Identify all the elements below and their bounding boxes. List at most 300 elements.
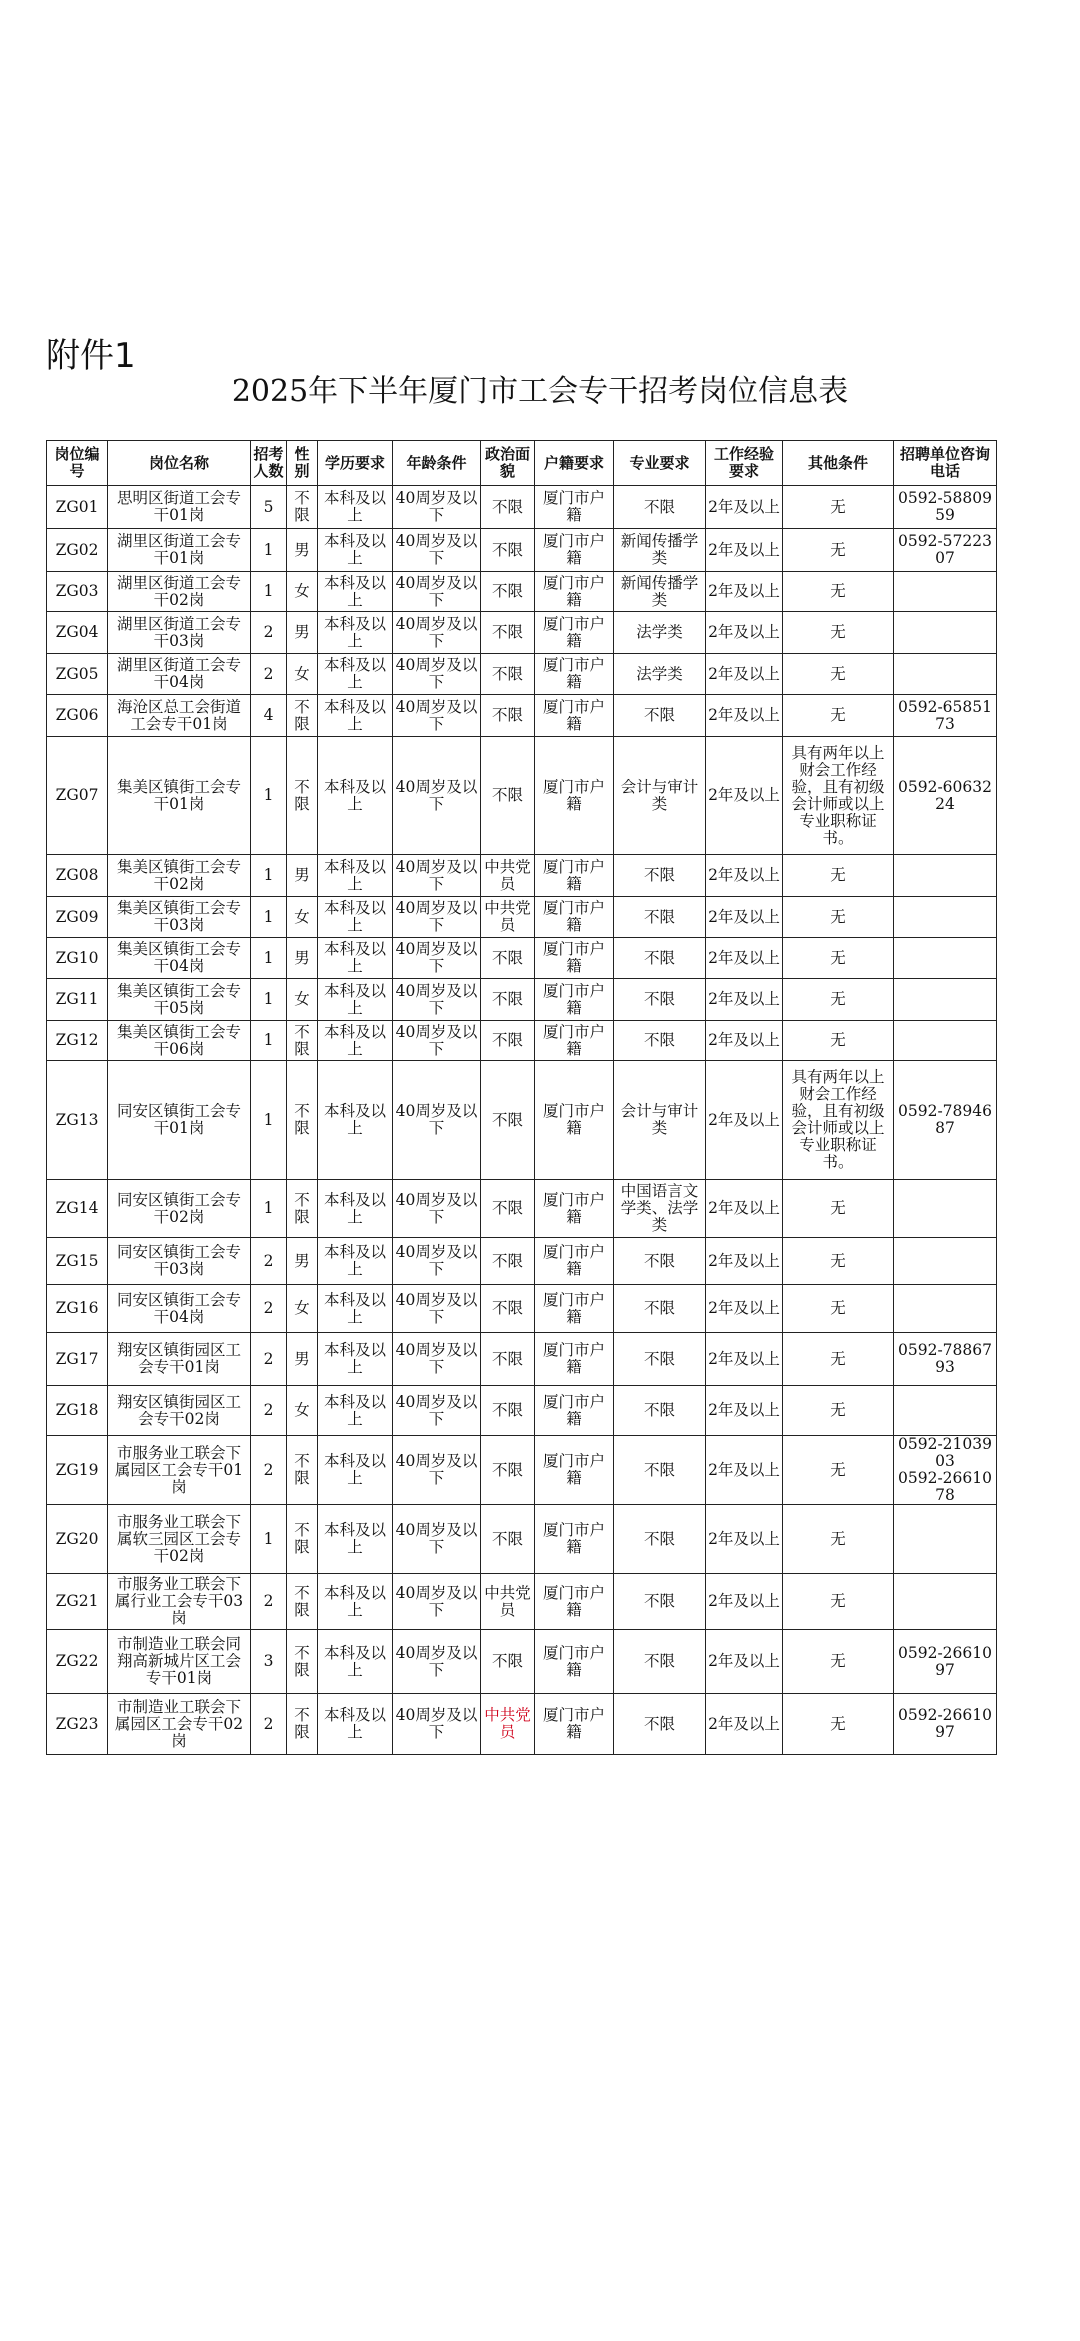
cell-major: 不限 [614,938,706,979]
cell-other: 无 [783,1574,894,1630]
cell-other: 无 [783,612,894,654]
header-name: 岗位名称 [108,441,251,486]
cell-experience: 2年及以上 [706,1021,783,1061]
cell-hukou: 厦门市户籍 [535,1505,614,1574]
cell-other: 无 [783,1505,894,1574]
cell-gender: 女 [287,1285,318,1333]
job-positions-table [46,440,997,1755]
cell-politics: 不限 [481,1505,535,1574]
cell-gender: 女 [287,979,318,1021]
cell-major: 不限 [614,1694,706,1755]
cell-gender: 男 [287,938,318,979]
table-row [47,897,997,938]
document-title: 2025年下半年厦门市工会专干招考岗位信息表 [231,374,849,409]
cell-politics: 不限 [481,1238,535,1285]
header-politics: 政治面貌 [481,441,535,486]
cell-major: 不限 [614,695,706,737]
cell-code: ZG13 [47,1061,108,1180]
cell-phone: 0592-5880959 [894,486,997,529]
cell-hukou: 厦门市户籍 [535,1180,614,1238]
cell-major: 中国语言文学类、法学类 [614,1180,706,1238]
cell-name: 市制造业工联会下属园区工会专干02岗 [108,1694,251,1755]
cell-education: 本科及以上 [318,486,393,529]
cell-education: 本科及以上 [318,979,393,1021]
cell-gender: 不限 [287,737,318,855]
cell-politics: 不限 [481,737,535,855]
cell-education: 本科及以上 [318,737,393,855]
cell-major: 不限 [614,1386,706,1436]
cell-politics: 不限 [481,1285,535,1333]
cell-gender: 不限 [287,1505,318,1574]
cell-count: 1 [251,1180,287,1238]
table-row [47,486,997,529]
cell-phone [894,1505,997,1574]
cell-phone [894,897,997,938]
cell-count: 4 [251,695,287,737]
cell-code: ZG01 [47,486,108,529]
cell-experience: 2年及以上 [706,1061,783,1180]
table-row [47,1061,997,1180]
cell-age: 40周岁及以下 [393,695,481,737]
cell-experience: 2年及以上 [706,897,783,938]
cell-phone: 0592-7886793 [894,1333,997,1386]
cell-experience: 2年及以上 [706,529,783,572]
cell-hukou: 厦门市户籍 [535,938,614,979]
cell-gender: 男 [287,1238,318,1285]
cell-politics: 不限 [481,1021,535,1061]
cell-phone [894,1180,997,1238]
cell-name: 同安区镇街工会专干02岗 [108,1180,251,1238]
cell-major: 不限 [614,1505,706,1574]
cell-count: 2 [251,1333,287,1386]
cell-name: 湖里区街道工会专干01岗 [108,529,251,572]
cell-politics: 中共党员 [481,897,535,938]
cell-experience: 2年及以上 [706,979,783,1021]
cell-phone [894,938,997,979]
cell-experience: 2年及以上 [706,486,783,529]
cell-politics: 不限 [481,654,535,695]
cell-count: 2 [251,1238,287,1285]
cell-phone [894,1238,997,1285]
cell-code: ZG22 [47,1630,108,1694]
cell-experience: 2年及以上 [706,855,783,897]
cell-count: 1 [251,1061,287,1180]
cell-major: 法学类 [614,612,706,654]
cell-politics: 不限 [481,529,535,572]
cell-gender: 男 [287,529,318,572]
cell-major: 不限 [614,855,706,897]
cell-experience: 2年及以上 [706,1180,783,1238]
cell-education: 本科及以上 [318,1386,393,1436]
cell-hukou: 厦门市户籍 [535,1630,614,1694]
cell-code: ZG17 [47,1333,108,1386]
cell-other: 无 [783,855,894,897]
cell-education: 本科及以上 [318,1238,393,1285]
cell-politics: 不限 [481,1061,535,1180]
cell-education: 本科及以上 [318,855,393,897]
cell-other: 无 [783,1386,894,1436]
cell-age: 40周岁及以下 [393,737,481,855]
cell-major: 不限 [614,1574,706,1630]
header-major: 专业要求 [614,441,706,486]
cell-hukou: 厦门市户籍 [535,1061,614,1180]
cell-gender: 不限 [287,1061,318,1180]
cell-age: 40周岁及以下 [393,1238,481,1285]
table-row [47,979,997,1021]
cell-name: 集美区镇街工会专干05岗 [108,979,251,1021]
cell-name: 翔安区镇街园区工会专干02岗 [108,1386,251,1436]
cell-count: 1 [251,529,287,572]
cell-phone [894,654,997,695]
cell-count: 1 [251,897,287,938]
cell-code: ZG14 [47,1180,108,1238]
cell-hukou: 厦门市户籍 [535,486,614,529]
cell-count: 2 [251,612,287,654]
cell-major: 不限 [614,897,706,938]
cell-experience: 2年及以上 [706,1333,783,1386]
cell-politics: 不限 [481,1180,535,1238]
cell-age: 40周岁及以下 [393,572,481,612]
cell-name: 集美区镇街工会专干01岗 [108,737,251,855]
cell-age: 40周岁及以下 [393,979,481,1021]
cell-other: 无 [783,1333,894,1386]
cell-other: 无 [783,1180,894,1238]
cell-hukou: 厦门市户籍 [535,529,614,572]
cell-phone: 0592-5722307 [894,529,997,572]
cell-gender: 男 [287,1333,318,1386]
cell-age: 40周岁及以下 [393,1436,481,1505]
cell-phone: 0592-7894687 [894,1061,997,1180]
cell-gender: 不限 [287,1574,318,1630]
header-experience: 工作经验要求 [706,441,783,486]
cell-count: 1 [251,938,287,979]
cell-experience: 2年及以上 [706,695,783,737]
cell-major: 不限 [614,1630,706,1694]
cell-age: 40周岁及以下 [393,1333,481,1386]
cell-education: 本科及以上 [318,1285,393,1333]
cell-gender: 不限 [287,1630,318,1694]
cell-phone [894,572,997,612]
header-count: 招考人数 [251,441,287,486]
cell-code: ZG16 [47,1285,108,1333]
cell-other: 无 [783,654,894,695]
cell-education: 本科及以上 [318,695,393,737]
cell-code: ZG07 [47,737,108,855]
cell-education: 本科及以上 [318,654,393,695]
cell-name: 集美区镇街工会专干03岗 [108,897,251,938]
cell-phone [894,979,997,1021]
cell-gender: 不限 [287,1021,318,1061]
cell-other: 无 [783,486,894,529]
cell-age: 40周岁及以下 [393,897,481,938]
cell-gender: 女 [287,897,318,938]
cell-hukou: 厦门市户籍 [535,1021,614,1061]
cell-major: 不限 [614,1436,706,1505]
cell-gender: 不限 [287,1694,318,1755]
cell-count: 2 [251,1694,287,1755]
cell-major: 不限 [614,486,706,529]
cell-code: ZG05 [47,654,108,695]
cell-age: 40周岁及以下 [393,486,481,529]
header-education: 学历要求 [318,441,393,486]
cell-politics: 不限 [481,1630,535,1694]
header-phone: 招聘单位咨询电话 [894,441,997,486]
cell-count: 2 [251,1386,287,1436]
cell-age: 40周岁及以下 [393,1574,481,1630]
cell-experience: 2年及以上 [706,1238,783,1285]
cell-major: 不限 [614,1333,706,1386]
cell-gender: 不限 [287,1436,318,1505]
cell-code: ZG03 [47,572,108,612]
cell-name: 同安区镇街工会专干04岗 [108,1285,251,1333]
cell-name: 市服务业工联会下属软三园区工会专干02岗 [108,1505,251,1574]
cell-age: 40周岁及以下 [393,529,481,572]
cell-name: 思明区街道工会专干01岗 [108,486,251,529]
cell-other: 具有两年以上财会工作经验，且有初级会计师或以上专业职称证书。 [783,1061,894,1180]
cell-hukou: 厦门市户籍 [535,1285,614,1333]
cell-age: 40周岁及以下 [393,855,481,897]
cell-gender: 女 [287,654,318,695]
cell-politics: 不限 [481,1333,535,1386]
cell-gender: 女 [287,572,318,612]
table-row [47,1333,997,1386]
cell-hukou: 厦门市户籍 [535,855,614,897]
cell-politics: 不限 [481,486,535,529]
cell-education: 本科及以上 [318,529,393,572]
cell-other: 无 [783,529,894,572]
cell-hukou: 厦门市户籍 [535,695,614,737]
cell-count: 2 [251,1574,287,1630]
cell-count: 2 [251,1285,287,1333]
cell-other: 无 [783,1238,894,1285]
cell-education: 本科及以上 [318,1574,393,1630]
cell-count: 5 [251,486,287,529]
cell-name: 集美区镇街工会专干06岗 [108,1021,251,1061]
cell-experience: 2年及以上 [706,1574,783,1630]
table-row [47,1436,997,1505]
cell-experience: 2年及以上 [706,654,783,695]
cell-name: 湖里区街道工会专干04岗 [108,654,251,695]
cell-politics: 不限 [481,938,535,979]
cell-phone: 0592-6585173 [894,695,997,737]
cell-politics: 中共党员 [481,1694,535,1755]
cell-experience: 2年及以上 [706,737,783,855]
cell-gender: 不限 [287,695,318,737]
cell-code: ZG08 [47,855,108,897]
cell-experience: 2年及以上 [706,1436,783,1505]
cell-hukou: 厦门市户籍 [535,979,614,1021]
cell-hukou: 厦门市户籍 [535,1694,614,1755]
cell-age: 40周岁及以下 [393,1694,481,1755]
cell-politics: 不限 [481,695,535,737]
table-row [47,1021,997,1061]
table-row [47,572,997,612]
cell-other: 无 [783,1436,894,1505]
cell-age: 40周岁及以下 [393,1061,481,1180]
cell-politics: 不限 [481,1386,535,1436]
cell-experience: 2年及以上 [706,1386,783,1436]
cell-age: 40周岁及以下 [393,1021,481,1061]
table-row [47,695,997,737]
attachment-label: 附件1 [46,336,136,376]
cell-phone [894,1386,997,1436]
cell-name: 市制造业工联会同翔高新城片区工会专干01岗 [108,1630,251,1694]
cell-politics: 不限 [481,979,535,1021]
cell-code: ZG18 [47,1386,108,1436]
cell-count: 1 [251,737,287,855]
cell-code: ZG06 [47,695,108,737]
cell-hukou: 厦门市户籍 [535,572,614,612]
cell-other: 无 [783,897,894,938]
cell-count: 1 [251,572,287,612]
table-row [47,1386,997,1436]
cell-other: 无 [783,695,894,737]
cell-hukou: 厦门市户籍 [535,1574,614,1630]
cell-other: 无 [783,1694,894,1755]
cell-education: 本科及以上 [318,938,393,979]
cell-phone [894,612,997,654]
cell-education: 本科及以上 [318,612,393,654]
cell-major: 法学类 [614,654,706,695]
cell-count: 1 [251,1505,287,1574]
cell-education: 本科及以上 [318,1505,393,1574]
cell-age: 40周岁及以下 [393,1386,481,1436]
cell-hukou: 厦门市户籍 [535,897,614,938]
cell-code: ZG10 [47,938,108,979]
cell-politics: 不限 [481,1436,535,1505]
table-row [47,1285,997,1333]
cell-name: 湖里区街道工会专干02岗 [108,572,251,612]
cell-name: 同安区镇街工会专干01岗 [108,1061,251,1180]
cell-experience: 2年及以上 [706,938,783,979]
cell-code: ZG21 [47,1574,108,1630]
cell-major: 新闻传播学类 [614,529,706,572]
cell-other: 具有两年以上财会工作经验，且有初级会计师或以上专业职称证书。 [783,737,894,855]
cell-code: ZG15 [47,1238,108,1285]
cell-education: 本科及以上 [318,1694,393,1755]
cell-experience: 2年及以上 [706,1694,783,1755]
cell-gender: 男 [287,612,318,654]
cell-politics: 不限 [481,612,535,654]
cell-name: 湖里区街道工会专干03岗 [108,612,251,654]
cell-education: 本科及以上 [318,1630,393,1694]
cell-phone [894,1574,997,1630]
cell-count: 1 [251,855,287,897]
cell-code: ZG02 [47,529,108,572]
cell-major: 不限 [614,979,706,1021]
cell-age: 40周岁及以下 [393,1180,481,1238]
cell-code: ZG19 [47,1436,108,1505]
cell-experience: 2年及以上 [706,572,783,612]
table-row [47,1180,997,1238]
cell-major: 不限 [614,1021,706,1061]
cell-phone [894,1285,997,1333]
header-gender: 性别 [287,441,318,486]
header-age: 年龄条件 [393,441,481,486]
table-row [47,737,997,855]
cell-code: ZG12 [47,1021,108,1061]
cell-phone: 0592-2661097 [894,1630,997,1694]
cell-age: 40周岁及以下 [393,938,481,979]
cell-count: 1 [251,979,287,1021]
cell-hukou: 厦门市户籍 [535,1436,614,1505]
cell-hukou: 厦门市户籍 [535,612,614,654]
cell-major: 会计与审计类 [614,1061,706,1180]
cell-code: ZG09 [47,897,108,938]
table-row [47,938,997,979]
cell-politics: 不限 [481,572,535,612]
table-row [47,654,997,695]
cell-politics: 中共党员 [481,855,535,897]
cell-hukou: 厦门市户籍 [535,1333,614,1386]
cell-major: 不限 [614,1285,706,1333]
cell-education: 本科及以上 [318,1436,393,1505]
header-hukou: 户籍要求 [535,441,614,486]
cell-hukou: 厦门市户籍 [535,737,614,855]
cell-gender: 女 [287,1386,318,1436]
cell-other: 无 [783,1021,894,1061]
cell-experience: 2年及以上 [706,1630,783,1694]
table-row [47,529,997,572]
cell-other: 无 [783,572,894,612]
cell-phone: 0592-6063224 [894,737,997,855]
cell-hukou: 厦门市户籍 [535,1386,614,1436]
table-row [47,612,997,654]
cell-experience: 2年及以上 [706,612,783,654]
cell-age: 40周岁及以下 [393,1505,481,1574]
cell-phone [894,855,997,897]
table-row [47,855,997,897]
cell-code: ZG23 [47,1694,108,1755]
cell-education: 本科及以上 [318,1333,393,1386]
cell-name: 海沧区总工会街道工会专干01岗 [108,695,251,737]
cell-code: ZG11 [47,979,108,1021]
cell-age: 40周岁及以下 [393,654,481,695]
cell-phone [894,1021,997,1061]
cell-count: 3 [251,1630,287,1694]
cell-age: 40周岁及以下 [393,612,481,654]
cell-phone: 0592-2103903 0592-2661078 [894,1436,997,1505]
cell-gender: 男 [287,855,318,897]
cell-count: 1 [251,1021,287,1061]
cell-name: 市服务业工联会下属园区工会专干01岗 [108,1436,251,1505]
cell-education: 本科及以上 [318,897,393,938]
cell-count: 2 [251,1436,287,1505]
cell-education: 本科及以上 [318,1021,393,1061]
cell-name: 集美区镇街工会专干02岗 [108,855,251,897]
header-other: 其他条件 [783,441,894,486]
cell-education: 本科及以上 [318,1061,393,1180]
cell-count: 2 [251,654,287,695]
cell-code: ZG20 [47,1505,108,1574]
cell-gender: 不限 [287,1180,318,1238]
cell-education: 本科及以上 [318,572,393,612]
cell-major: 新闻传播学类 [614,572,706,612]
cell-name: 集美区镇街工会专干04岗 [108,938,251,979]
table-header-row [47,441,997,486]
cell-experience: 2年及以上 [706,1285,783,1333]
cell-major: 不限 [614,1238,706,1285]
cell-age: 40周岁及以下 [393,1630,481,1694]
table-row [47,1574,997,1630]
cell-hukou: 厦门市户籍 [535,654,614,695]
cell-other: 无 [783,1285,894,1333]
cell-major: 会计与审计类 [614,737,706,855]
cell-name: 翔安区镇街园区工会专干01岗 [108,1333,251,1386]
cell-gender: 不限 [287,486,318,529]
cell-other: 无 [783,1630,894,1694]
cell-age: 40周岁及以下 [393,1285,481,1333]
